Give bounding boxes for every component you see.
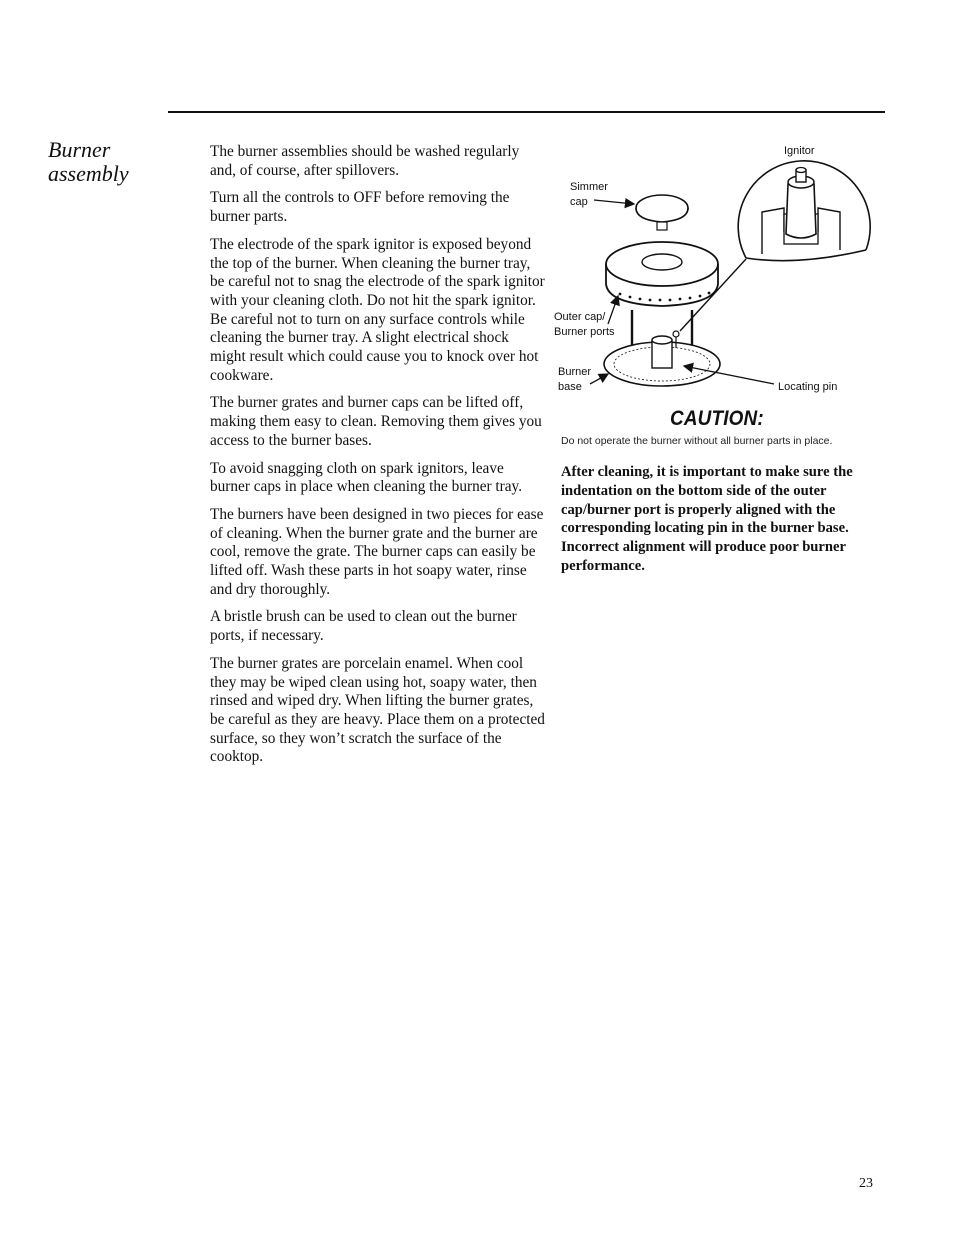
burner-base-label: Burner: [558, 366, 592, 378]
paragraph: To avoid snagging cloth on spark ignitors, leave burner caps in place when cleaning the burner tray.: [210, 459, 523, 496]
simmer-cap-label: Simmer: [570, 181, 608, 193]
burner-assembly-diagram: [548, 138, 878, 408]
paragraph: The burner grates and burner caps can be lifted off, making them easy to clean. Removing them gives you access to the burner bases.: [210, 394, 542, 449]
paragraph: A bristle brush can be used to clean out the burner ports, if necessary.: [210, 608, 517, 645]
burner-base-drawing: [590, 331, 774, 386]
body-text: [210, 143, 545, 776]
ignitor-detail-drawing: [680, 161, 870, 331]
outer-cap-label: Burner ports: [554, 326, 615, 338]
caution-heading: CAUTION:: [670, 407, 764, 430]
caution-text: Do not operate the burner without all burner parts in place.: [561, 435, 833, 447]
paragraph: The burners have been designed in two pieces for ease of cleaning. When the burner grate and the burner are cool, remove the grate. The burner caps can easily be lifted off. Wash these parts in hot soapy water, rinse and dry thoroughly.: [210, 505, 544, 598]
burner-base-label: base: [558, 381, 582, 393]
header-rule: [168, 111, 885, 113]
paragraph: The burner grates are porcelain enamel. When cool they may be wiped clean using hot, soapy water, then rinsed and wiped dry. When lifting the burner grates, be careful as they are heavy. Place them on a protected surface, so they won’t scratch the surface of the cooktop.: [210, 654, 545, 766]
simmer-cap-drawing: [594, 195, 688, 230]
outer-cap-drawing: [606, 242, 718, 324]
paragraph: The electrode of the spark ignitor is exposed beyond the top of the burner. When cleaning the burner tray, be careful not to snag the electrode of the spark ignitor with your cleaning cloth. Do not hit the spark ignitor. Be careful not to turn on any surface controls while cleaning the burner tray. A slight electrical shock might result which could cause you to knock over hot cookware.: [210, 235, 545, 384]
alignment-note: After cleaning, it is important to make sure the indentation on the bottom side of the outer cap/burner port is properly aligned with the corresponding locating pin in the burner base. Incorrect alignment will produce poor burner performance.: [561, 464, 853, 574]
locating-pin-label: Locating pin: [778, 381, 838, 393]
page-number: 23: [859, 1176, 873, 1191]
paragraph: Turn all the controls to OFF before removing the burner parts.: [210, 189, 510, 226]
paragraph: The burner assemblies should be washed regularly and, of course, after spillovers.: [210, 143, 520, 179]
ignitor-label: Ignitor: [784, 145, 815, 157]
section-title: Burner assembly: [48, 137, 129, 186]
simmer-cap-label: cap: [570, 196, 588, 208]
outer-cap-label: Outer cap/: [554, 311, 606, 323]
